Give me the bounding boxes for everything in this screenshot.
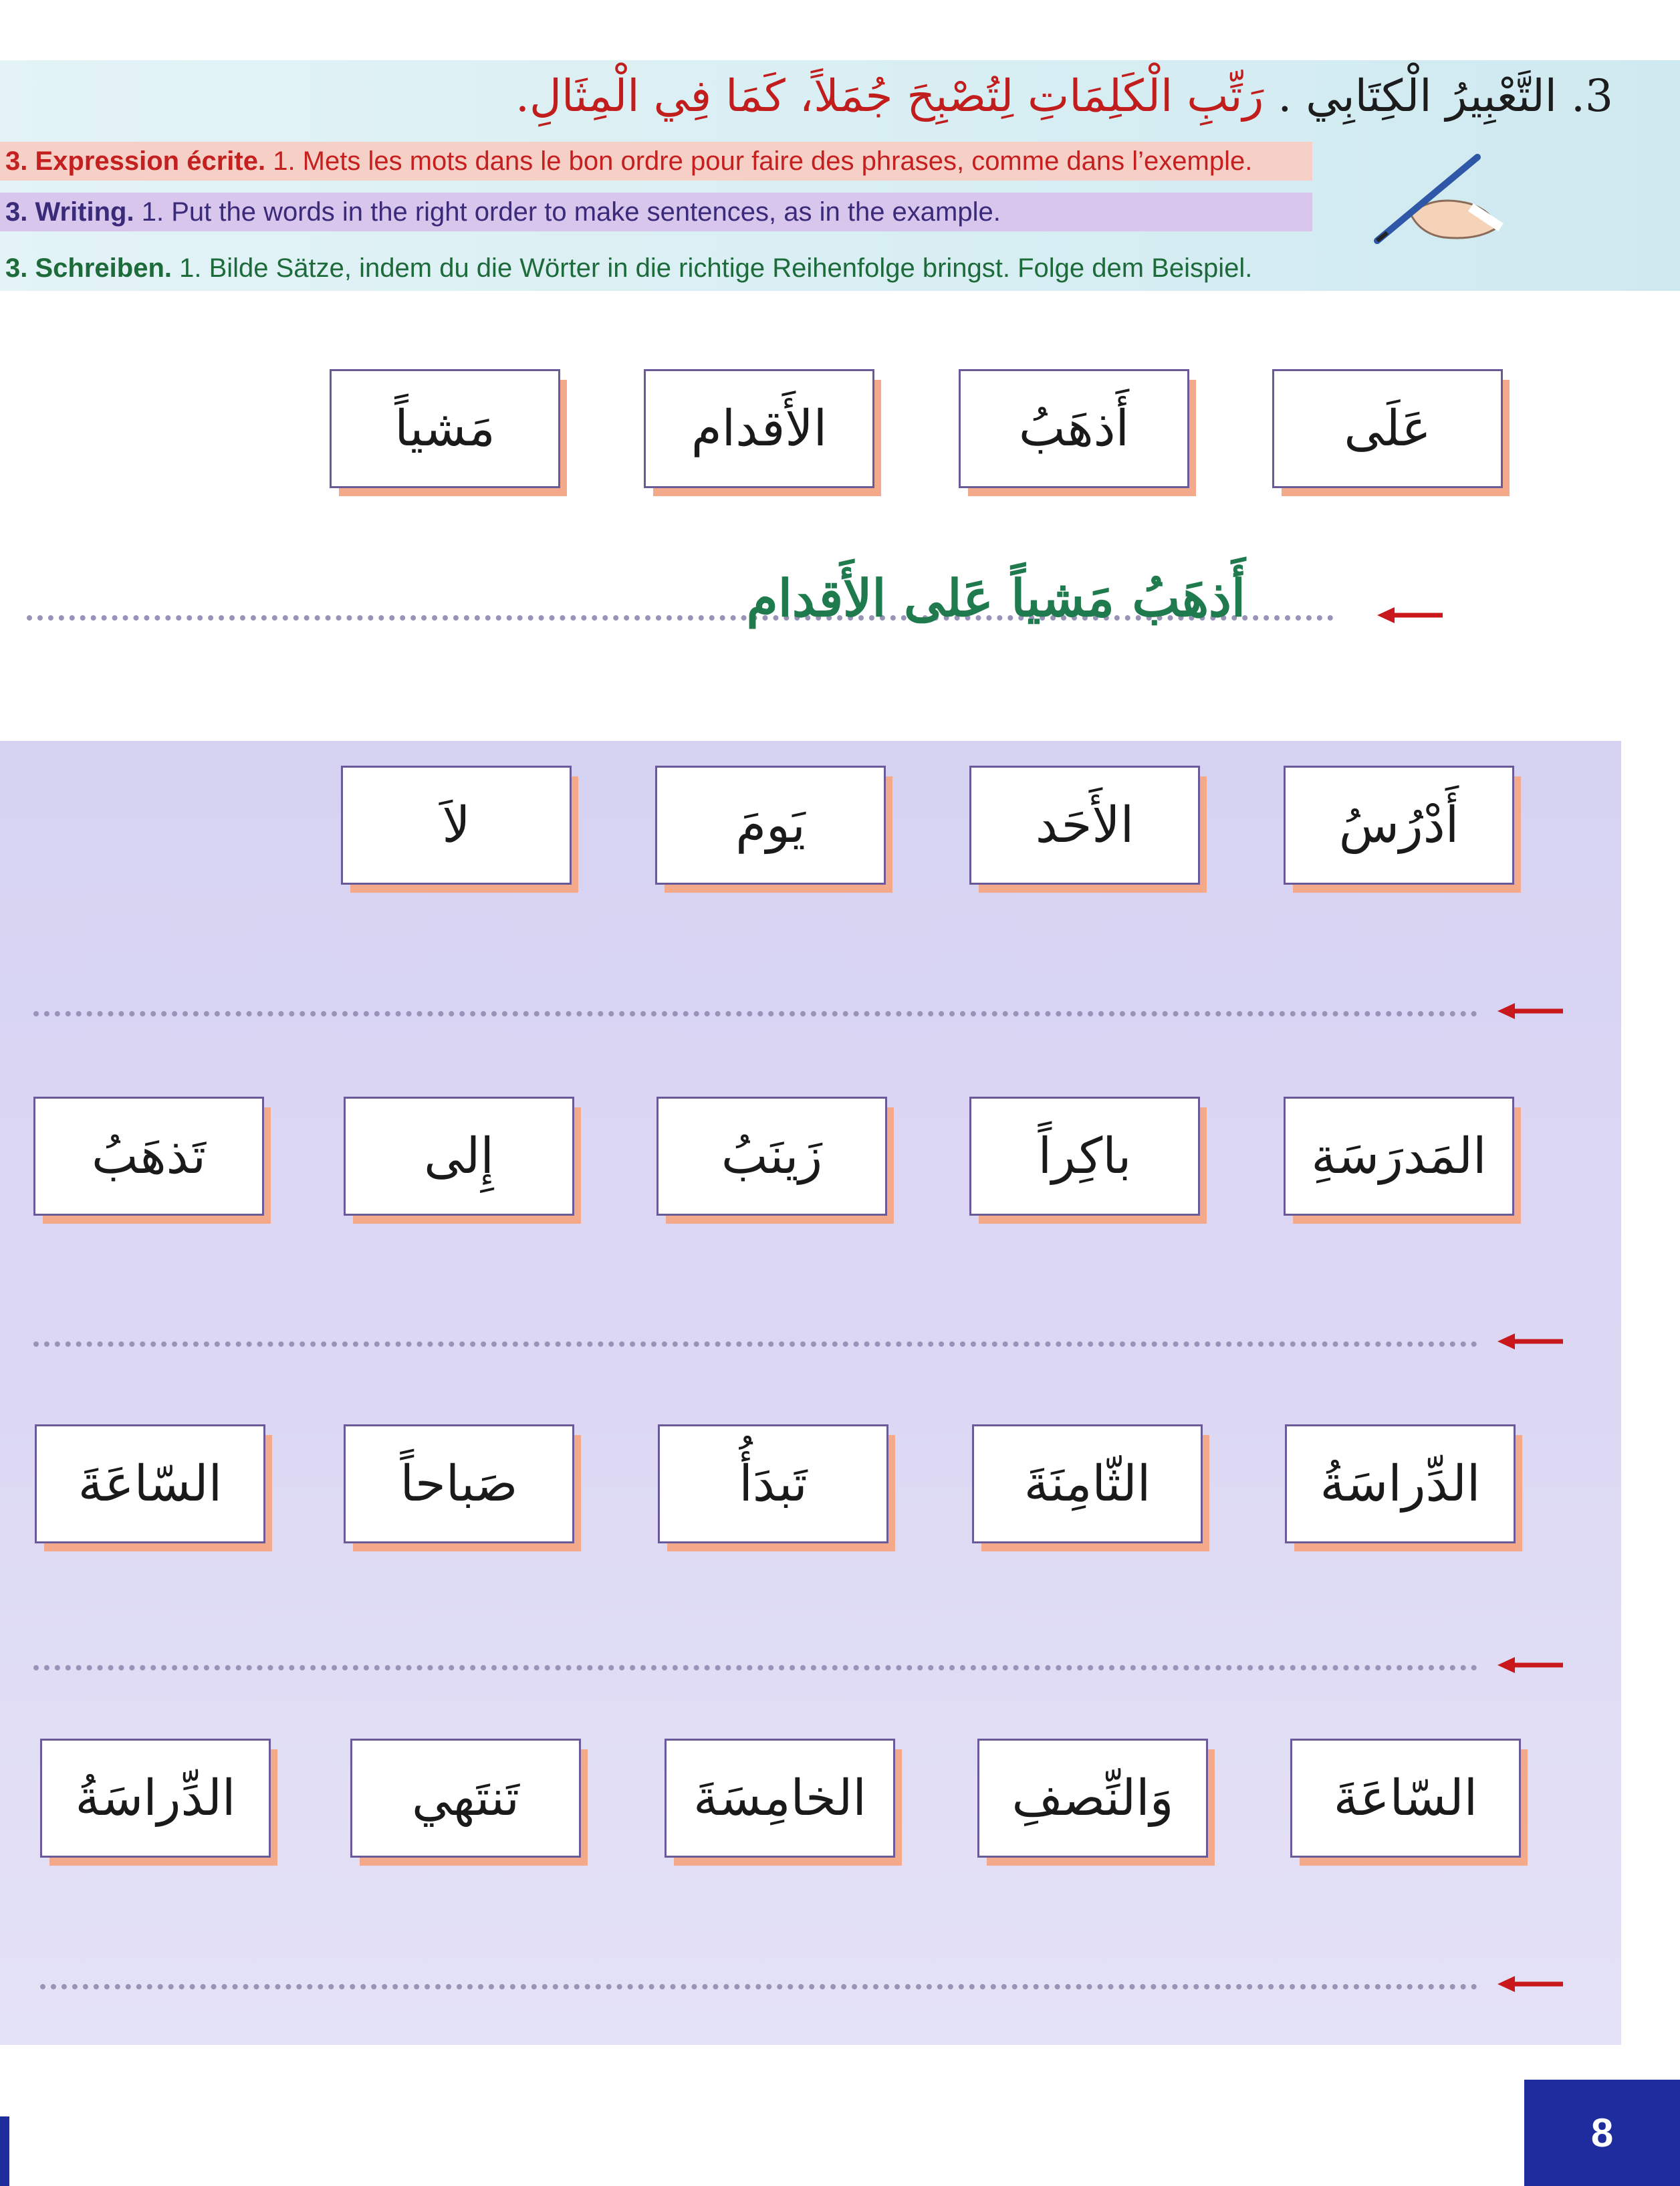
instruction-french [0, 142, 1312, 181]
page-edge-marker [0, 2116, 9, 2186]
example-answer: أَذهَبُ مَشياً عَلى الأَقدام [746, 568, 1245, 628]
ex3-word-card-5[interactable]: السّاعَةَ [35, 1424, 265, 1543]
english-text: 1. Put the words in the right order to make sentences, as in the example. [134, 197, 1001, 227]
ex4-word-card-1[interactable]: السّاعَةَ [1290, 1739, 1521, 1858]
exercise-label: التَّعْبِيرُ الْكِتَابِي . [1278, 70, 1558, 122]
ex3-word-card-4[interactable]: صَباحاً [344, 1424, 574, 1543]
ex1-word-card-2[interactable]: الأَحَد [969, 766, 1200, 885]
example-word-card-4[interactable]: مَشياً [330, 369, 560, 488]
example-word-card-1[interactable]: عَلَى [1272, 369, 1503, 488]
example-word-card-3[interactable]: الأَقدام [644, 369, 874, 488]
ex1-word-card-1[interactable]: أَدْرُسُ [1284, 766, 1514, 885]
instruction-german [0, 249, 1252, 288]
french-text: 1. Mets les mots dans le bon ordre pour faire des phrases, comme dans l’exemple. [265, 146, 1253, 176]
example-word-card-2[interactable]: أَذهَبُ [959, 369, 1189, 488]
arrow-left-icon [1497, 1655, 1564, 1675]
ex3-word-card-1[interactable]: الدِّراسَةُ [1285, 1424, 1516, 1543]
english-heading: 3. Writing. [5, 197, 134, 227]
ex2-word-card-4[interactable]: إِلى [344, 1097, 574, 1216]
ex4-word-card-2[interactable]: وَالنِّصفِ [977, 1739, 1208, 1858]
ex1-answer-line[interactable] [33, 1011, 1477, 1016]
ex4-answer-line[interactable] [40, 1984, 1477, 1989]
german-text: 1. Bilde Sätze, indem du die Wörter in die richtige Reihenfolge bringst. Folge dem Beispiel. [171, 253, 1253, 283]
ex3-word-card-3[interactable]: تَبدَأُ [658, 1424, 888, 1543]
page-number: 8 [1524, 2080, 1680, 2186]
arrow-left-icon [1497, 1331, 1564, 1351]
ex4-word-card-3[interactable]: الخامِسَةَ [665, 1739, 895, 1858]
pen-hand-icon [1370, 147, 1504, 247]
ex3-answer-line[interactable] [33, 1665, 1477, 1670]
instruction-english [0, 193, 1312, 231]
ex1-word-card-3[interactable]: يَومَ [655, 766, 886, 885]
ex4-word-card-4[interactable]: تَنتَهي [350, 1739, 581, 1858]
arrow-left-icon [1497, 1001, 1564, 1021]
ex2-word-card-2[interactable]: باكِراً [969, 1097, 1200, 1216]
arrow-left-icon [1377, 605, 1444, 625]
exercise-number: 3. [1571, 70, 1613, 122]
german-heading: 3. Schreiben. [5, 253, 172, 283]
ex2-word-card-5[interactable]: تَذهَبُ [33, 1097, 264, 1216]
ex3-word-card-2[interactable]: الثّامِنَةَ [972, 1424, 1203, 1543]
arrow-left-icon [1497, 1974, 1564, 1994]
ex2-word-card-1[interactable]: المَدرَسَةِ [1284, 1097, 1514, 1216]
ex4-word-card-5[interactable]: الدِّراسَةُ [40, 1739, 271, 1858]
exercise-instruction: رَتِّبِ الْكَلِمَاتِ لِتُصْبِحَ جُمَلاً، كَمَا فِي الْمِثَالِ. [515, 70, 1264, 122]
ex2-word-card-3[interactable]: زَينَبُ [656, 1097, 887, 1216]
french-heading: 3. Expression écrite. [5, 146, 266, 176]
ex2-answer-line[interactable] [33, 1341, 1477, 1347]
ex1-word-card-4[interactable]: لاَ [341, 766, 572, 885]
exercise-title [515, 72, 1613, 121]
